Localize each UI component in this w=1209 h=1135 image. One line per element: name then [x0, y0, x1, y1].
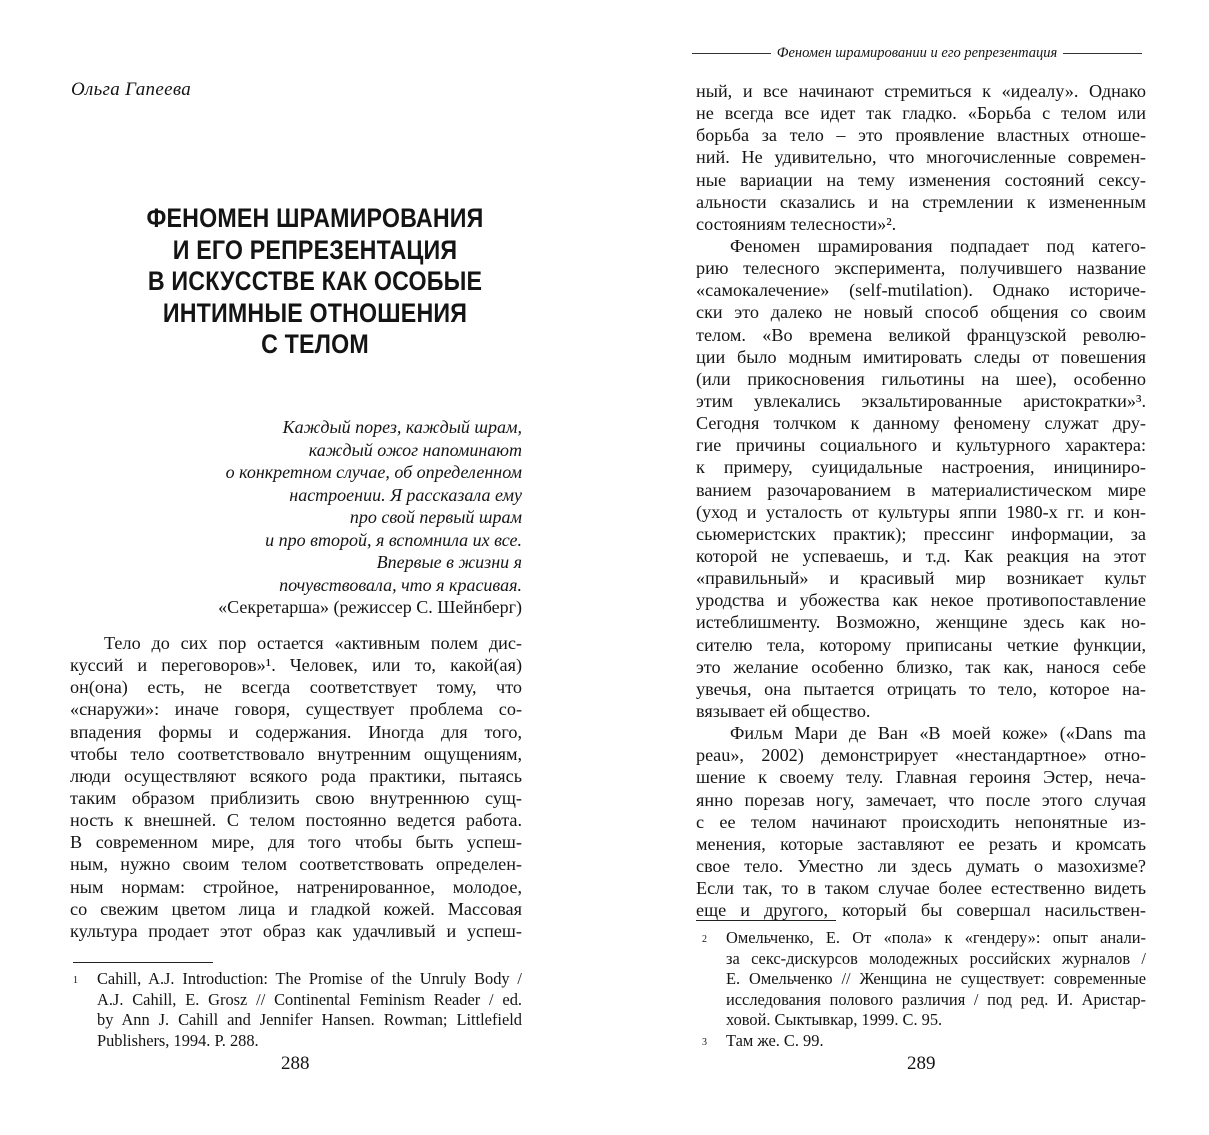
text-line: свое тело. Уместно ли здесь думать о мазохизме? — [696, 855, 1146, 876]
text-line: ным, нужно своим телом соответствовать определен- — [70, 854, 522, 875]
text-line: ванием разочарованием в материалистическом мире — [696, 479, 1146, 500]
text-line: это желание особенно близко, так как, нанося себе — [696, 656, 1146, 677]
footnote-line: Там же. С. 99. — [726, 1030, 824, 1050]
left-body-text — [70, 632, 522, 942]
footnote-line: A.J. Cahill, E. Grosz // Continental Feminism Reader / ed. — [97, 989, 522, 1009]
left-page — [0, 0, 604, 1135]
footnote-line: by Ann J. Cahill and Jennifer Hansen. Rowman; Littlefield — [97, 1010, 522, 1029]
text-line: ный, и все начинают стремиться к «идеалу». Однако — [696, 81, 1146, 101]
text-line: этим увлекались экзальтированные аристократки»³. — [696, 390, 1146, 411]
footnote-line: Cahill, A.J. Introduction: The Promise of the Unruly Body / — [97, 969, 522, 988]
footnote-1 — [73, 969, 522, 1051]
title-line: И ЕГО РЕПРЕЗЕНТАЦИЯ — [172, 234, 458, 265]
text-line: уродства и убожества как некое противопоставление — [696, 590, 1146, 611]
epigraph-line: Впервые в жизни я — [376, 552, 522, 572]
footnote-line: ховой. Сыктывкар, 1999. С. 95. — [726, 1010, 943, 1029]
epigraph-line: и про второй, я вспомнила их все. — [265, 529, 522, 550]
page-number: 289 — [907, 1053, 936, 1074]
running-head — [692, 45, 1142, 62]
text-line: сителю тела, которому приписаны четкие функции, — [696, 634, 1146, 655]
footnote-line: Е. Омельченко // Женщина не существует: современные — [726, 969, 1146, 988]
text-line: альности сказались и на стремлении к измененным — [696, 191, 1146, 212]
text-line: Сегодня толчком к данному феномену служат дру- — [696, 413, 1146, 434]
text-line: борьба за тело – это проявление властных отноше- — [696, 125, 1146, 146]
running-head-rule — [1063, 53, 1142, 54]
text-line: таким образом приблизить свою внутреннюю сущ- — [70, 787, 522, 808]
text-line: сьюмеристских практик); прессинг информации, за — [696, 523, 1146, 544]
text-line: ски это далеко не новый способ общения со своим — [696, 302, 1146, 323]
epigraph-line: про свой первый шрам — [349, 507, 522, 527]
epigraph-line: настроении. Я рассказала ему — [289, 484, 522, 505]
text-line: Феномен шрамирования подпадает под катего- — [730, 235, 1146, 256]
footnote-line: за секс-дискурсов молодежных российских журналов / — [726, 948, 1146, 968]
text-line: ность к внешней. С телом постоянно ведется работа. — [70, 810, 522, 831]
text-line: (или прикосновения гильотины на шее), особенно — [696, 368, 1146, 389]
title-line: С ТЕЛОМ — [261, 329, 369, 359]
text-line: состояниям телесности»². — [696, 213, 897, 234]
text-line: рию телесного эксперимента, получившего название — [696, 258, 1146, 279]
text-line: чтобы тело соответствовало внутренним ощущениям, — [70, 743, 522, 764]
text-line: «снаружи»: иначе говоря, существует проблема со- — [70, 699, 522, 720]
footnote-3 — [696, 1031, 1146, 1052]
text-line: увечья, она пытается отрицать то тело, которое на- — [696, 678, 1146, 699]
text-line: peau», 2002) демонстрирует «нестандартное» отно- — [696, 745, 1146, 766]
text-line: к примеру, суицидальные настроения, инициниро- — [696, 457, 1146, 478]
text-line: истеблишменту. Возможно, женщине здесь как но- — [696, 612, 1146, 633]
epigraph-line: о конкретном случае, об определенном — [225, 462, 522, 482]
text-line: вязывает ей общество. — [696, 700, 871, 721]
right-body-text — [696, 80, 1146, 921]
text-line: гие причины социального и культурного характера: — [696, 435, 1146, 456]
footnote-mark: 1 — [73, 975, 78, 986]
text-line: не всегда все идет так гладко. «Борьба с телом или — [696, 103, 1146, 124]
text-line: со свежим цветом лица и гладкой кожей. Массовая — [70, 898, 522, 919]
text-line: Фильм Мари де Ван «В моей коже» («Dans ma — [730, 723, 1146, 744]
author-name: Ольга Гапеева — [71, 79, 192, 100]
footnote-mark: 3 — [702, 1036, 707, 1048]
text-line: с ее телом начинают происходить непонятные из- — [696, 811, 1146, 832]
text-line: еще и другого, который бы совершал насильствен- — [696, 900, 1146, 921]
title-line: В ИСКУССТВЕ КАК ОСОБЫЕ — [147, 266, 483, 296]
epigraph-line: Каждый порез, каждый шрам, — [282, 417, 522, 437]
text-line: он(она) есть, не всегда соответствует тому, что — [70, 677, 522, 698]
epigraph — [218, 416, 522, 619]
text-line: (уход и усталость от культуры яппи 1980-х гг. и кон- — [696, 501, 1146, 522]
text-line: менения, которые заставляют ее резать и кромсать — [696, 833, 1146, 854]
text-line: В современном мире, для того чтобы быть успеш- — [70, 832, 522, 853]
footnote-rule — [696, 920, 836, 921]
text-line: янно порезав ногу, замечает, что после этого случая — [696, 789, 1146, 810]
text-line: люди осуществляют всякого рода практики, пытаясь — [70, 765, 522, 786]
footnote-2 — [696, 928, 1146, 1031]
text-line: куссий и переговоров»¹. Человек, или то, какой(ая) — [70, 655, 522, 676]
footnote-line: исследования полового различия / под ред. И. Аристар- — [726, 989, 1146, 1009]
text-line: впадения формы и содержания. Иногда для того, — [70, 721, 522, 742]
running-head-title: Феномен шрамировании и его репрезентация — [776, 45, 1058, 61]
text-line: шение к своему телу. Главная героиня Эстер, неча- — [696, 767, 1146, 788]
title-line: ФЕНОМЕН ШРАМИРОВАНИЯ — [146, 203, 484, 233]
epigraph-line: каждый ожог напоминают — [308, 439, 522, 460]
page-number: 288 — [281, 1053, 310, 1074]
text-line: ции было модным имитировать следы от повешения — [696, 346, 1146, 367]
footnote-line: Publishers, 1994. P. 288. — [97, 1030, 259, 1050]
text-line: Если так, то в таком случае более естественно видеть — [696, 878, 1146, 899]
text-line: телом. «Во времена великой французской револю- — [696, 324, 1146, 345]
right-page — [604, 0, 1209, 1135]
article-title — [104, 203, 525, 361]
footnotes — [696, 928, 1146, 1051]
text-line: «самокалечение» (self-mutilation). Однако историче- — [696, 280, 1146, 301]
footnote-rule — [73, 962, 213, 963]
epigraph-line: почувствовала, что я красивая. — [279, 574, 522, 595]
text-line: «правильный» и красивый мир возникает культ — [696, 568, 1146, 589]
text-line: которой не успеваешь, и т.д. Как реакция на этот — [696, 545, 1146, 566]
text-line: ным нормам: стройное, натренированное, молодое, — [70, 876, 522, 897]
footnote-line: Омельченко, Е. От «пола» к «гендеру»: опыт анали- — [726, 928, 1146, 947]
text-line: культура продает этот образ как удачливый и успеш- — [70, 920, 522, 941]
running-head-rule — [692, 53, 771, 54]
epigraph-source: «Секретарша» (режиссер С. Шейнберг) — [218, 597, 522, 617]
text-line: ные вариации на тему изменения состояний сексу- — [696, 169, 1146, 190]
text-line: Тело до сих пор остается «активным полем дис- — [104, 633, 522, 653]
title-line: ИНТИМНЫЕ ОТНОШЕНИЯ — [162, 297, 468, 328]
text-line: ний. Не удивительно, что многочисленные современ- — [696, 147, 1146, 168]
footnote-mark: 2 — [702, 934, 707, 945]
